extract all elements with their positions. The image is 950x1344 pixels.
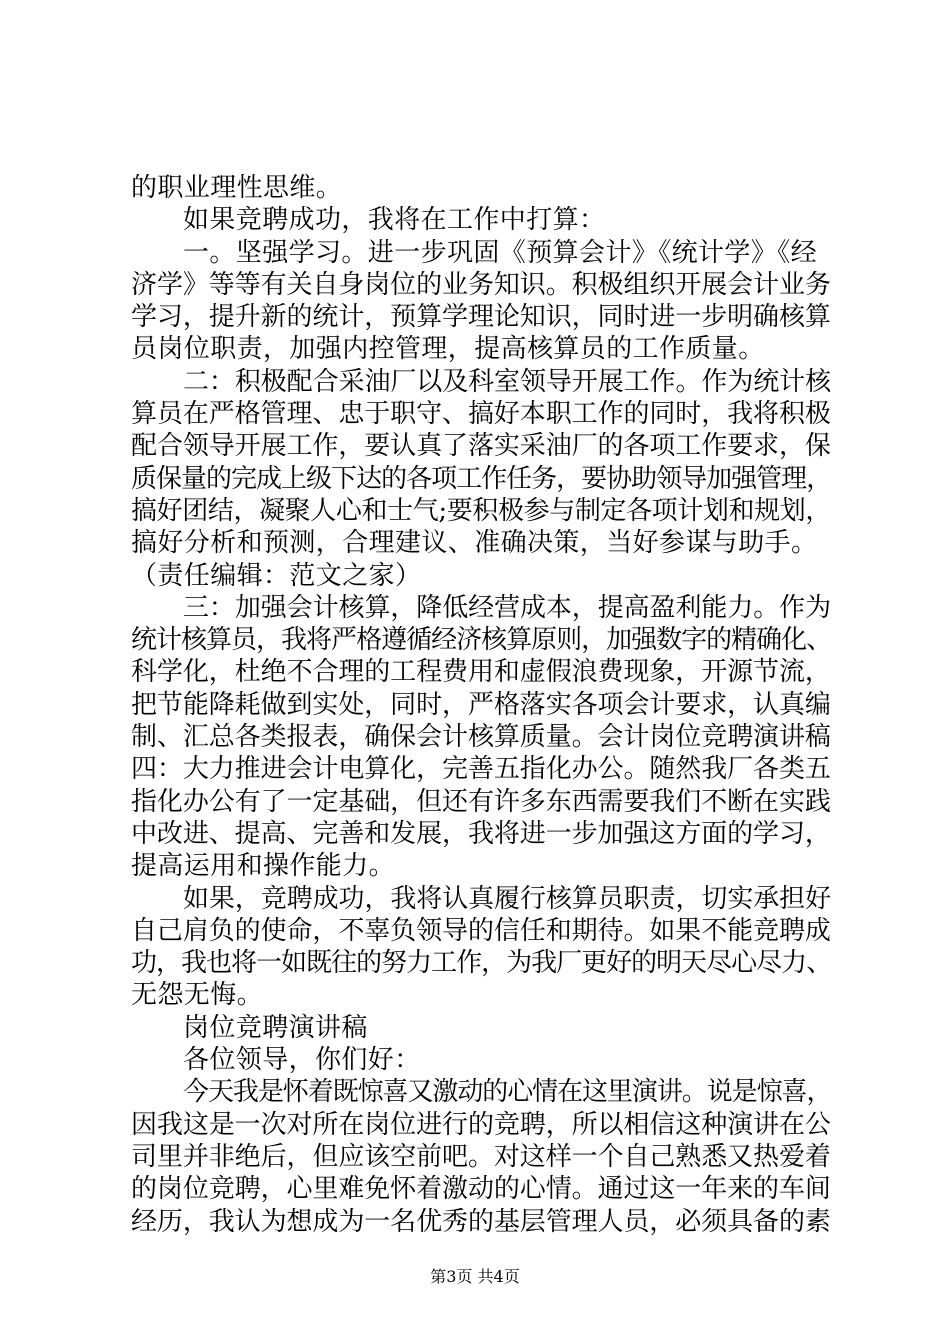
text-line: 济学》等等有关自身岗位的业务知识。积极组织开展会计业务 bbox=[131, 269, 831, 300]
text-line: 学习，提升新的统计，预算学理论知识，同时进一步明确核算 bbox=[131, 302, 831, 333]
text-line: 岗位竞聘演讲稿 bbox=[183, 1012, 368, 1043]
text-line: 各位领导，你们好： bbox=[183, 1045, 421, 1076]
text-line: 经历，我认为想成为一名优秀的基层管理人员，必须具备的素 bbox=[131, 1206, 831, 1237]
text-line: 制、汇总各类报表，确保会计核算质量。会计岗位竞聘演讲稿 bbox=[131, 722, 831, 753]
text-line: 中改进、提高、完善和发展，我将进一步加强这方面的学习， bbox=[131, 818, 831, 849]
text-line: 二：积极配合采油厂以及科室领导开展工作。作为统计核 bbox=[183, 366, 832, 397]
text-line: 功，我也将一如既往的努力工作，为我厂更好的明天尽心尽力、 bbox=[131, 948, 832, 979]
text-line: 的岗位竞聘，心里难免怀着激动的心情。通过这一年来的车间 bbox=[131, 1174, 831, 1205]
text-line: 科学化，杜绝不合理的工程费用和虚假浪费现象，开源节流， bbox=[131, 657, 831, 688]
text-line: 一。坚强学习。进一步巩固《预算会计》《统计学》《经 bbox=[183, 237, 818, 268]
text-line: 今天我是怀着既惊喜又激动的心情在这里演讲。说是惊喜， bbox=[183, 1077, 832, 1108]
text-line: 把节能降耗做到实处，同时，严格落实各项会计要求，认真编 bbox=[131, 689, 831, 720]
text-line: 算员在严格管理、忠于职守、搞好本职工作的同时，我将积极 bbox=[131, 399, 831, 430]
text-line: 如果竞聘成功，我将在工作中打算： bbox=[183, 205, 606, 236]
text-line: 统计核算员，我将严格遵循经济核算原则，加强数字的精确化、 bbox=[131, 625, 832, 656]
text-line: 搞好团结，凝聚人心和士气;要积极参与制定各项计划和规划， bbox=[131, 495, 831, 526]
text-line: 质保量的完成上级下达的各项工作任务，要协助领导加强管理， bbox=[131, 463, 832, 494]
text-line: 指化办公有了一定基础，但还有许多东西需要我们不断在实践 bbox=[131, 786, 831, 817]
text-line: 如果，竞聘成功，我将认真履行核算员职责，切实承担好 bbox=[183, 883, 832, 914]
document-body bbox=[131, 172, 831, 1238]
text-line: 的职业理性思维。 bbox=[131, 173, 343, 203]
page-footer: 第3页 共4页 bbox=[430, 1267, 520, 1286]
text-line: 搞好分析和预测，合理建议、准确决策，当好参谋与助手。 bbox=[131, 528, 818, 559]
text-line: 提高运用和操作能力。 bbox=[131, 851, 396, 882]
text-line: 三：加强会计核算，降低经营成本，提高盈利能力。作为 bbox=[183, 592, 832, 623]
text-line: 司里并非绝后，但应该空前吧。对这样一个自己熟悉又热爱着 bbox=[131, 1141, 831, 1172]
text-line: 四：大力推进会计电算化，完善五指化办公。随然我厂各类五 bbox=[131, 754, 831, 785]
text-line: 自己肩负的使命，不辜负领导的信任和期待。如果不能竞聘成 bbox=[131, 915, 831, 946]
text-line: 因我这是一次对所在岗位进行的竞聘，所以相信这种演讲在公 bbox=[131, 1109, 831, 1140]
text-line: 员岗位职责，加强内控管理，提高核算员的工作质量。 bbox=[131, 334, 765, 365]
text-line: 配合领导开展工作，要认真了落实采油厂的各项工作要求，保 bbox=[131, 431, 831, 462]
text-line: （责任编辑：范文之家） bbox=[131, 560, 422, 591]
text-line: 无怨无悔。 bbox=[131, 980, 264, 1011]
